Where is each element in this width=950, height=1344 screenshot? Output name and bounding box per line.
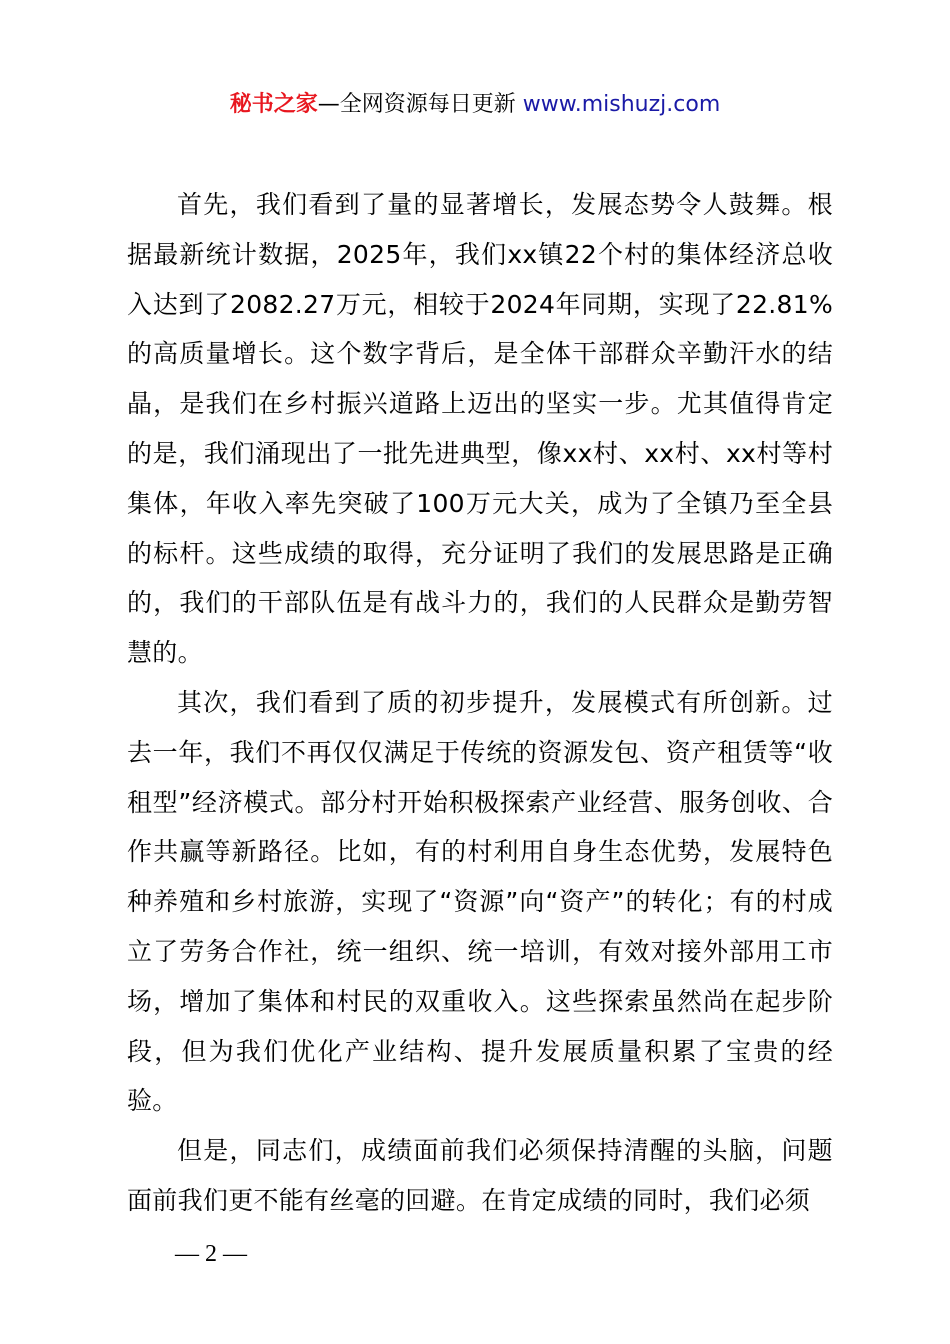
paragraph-growth: 首先，我们看到了量的显著增长，发展态势令人鼓舞。根据最新统计数据，2025年，我们xx镇22个村的集体经济总收入达到了2082.27万元，相较于2024年同期，实现了22.81%的高质量增长。这个数字背后，是全体干部群众辛勤汗水的结晶，是我们在乡村振兴道路上迈出的坚实一步。尤其值得肯定的是，我们涌现出了一批先进典型，像xx村、xx村、xx村等村集体，年收入率先突破了100万元大关，成为了全镇乃至全县的标杆。这些成绩的取得，充分证明了我们的发展思路是正确的，我们的干部队伍是有战斗力的，我们的人民群众是勤劳智慧的。 [127,190,833,668]
site-watermark-header [0,88,950,122]
paragraph-however: 但是，同志们，成绩面前我们必须保持清醒的头脑，问题面前我们更不能有丝毫的回避。在肯定成绩的同时，我们必须 [127,1136,833,1215]
brand-name: 秘书之家 [229,92,318,117]
page-number: — 2 — [175,1241,247,1267]
brand-tagline: —全网资源每日更新 [317,92,523,117]
paragraph-quality: 其次，我们看到了质的初步提升，发展模式有所创新。过去一年，我们不再仅仅满足于传统的资源发包、资产租赁等“收租型”经济模式。部分村开始积极探索产业经营、服务创收、合作共赢等新路径。比如，有的村利用自身生态优势，发展特色种养殖和乡村旅游，实现了“资源”向“资产”的转化；有的村成立了劳务合作社，统一组织、统一培训，有效对接外部用工市场，增加了集体和村民的双重收入。这些探索虽然尚在起步阶段，但为我们优化产业结构、提升发展质量积累了宝贵的经验。 [127,687,833,1116]
brand-url: www.mishuzj.com [522,92,721,117]
document-body [127,180,833,1226]
